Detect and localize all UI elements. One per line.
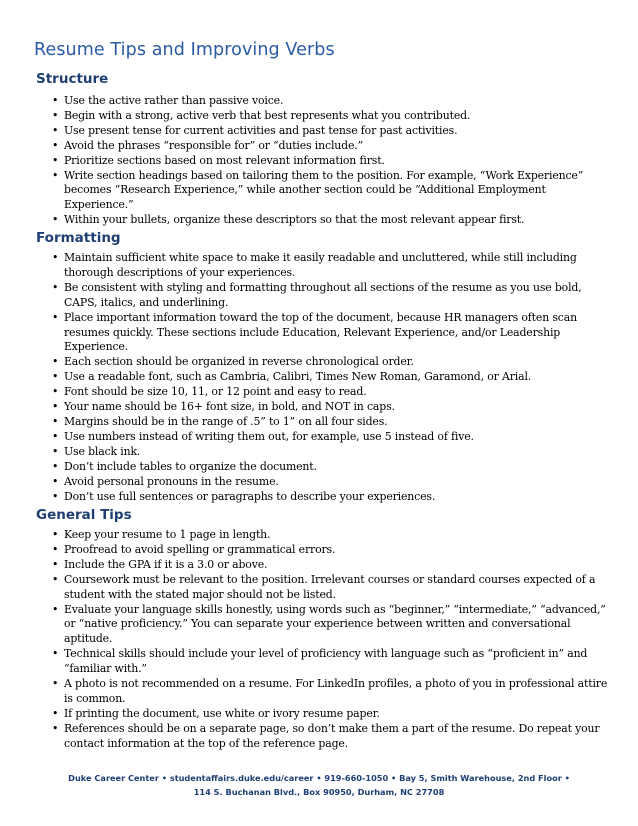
list-item: • Include the GPA if it is a 3.0 or above. [52,558,612,573]
footer-line-2: 114 S. Buchanan Blvd., Box 90950, Durham, NC 27708 [193,786,445,797]
list-item: • Use black ink. [52,445,612,460]
list-item: • Evaluate your language skills honestly, using words such as “beginner,” “intermediate,” “advanced,” or “native proficiency.” You can separate your experience between written and conversational aptitude. [52,603,612,648]
list-item: • References should be on a separate page, so don’t make them a part of the resume. Do repeat your contact information at the top of the reference page. [52,722,612,752]
footer-line-1: Duke Career Center • studentaffairs.duke.edu/career • 919-660-1050 • Bay 5, Smith Warehouse, 2nd Floor • [68,773,570,783]
list-item: • Your name should be 16+ font size, in bold, and NOT in caps. [52,400,612,415]
list-item: • Proofread to avoid spelling or grammatical errors. [52,543,612,558]
formatting-list [52,251,612,504]
list-item: • Use numbers instead of writing them out, for example, use 5 instead of five. [52,430,612,445]
list-item: • A photo is not recommended on a resume. For LinkedIn profiles, a photo of you in professional attire is common. [52,677,612,707]
list-item: • Don’t use full sentences or paragraphs to describe your experiences. [52,490,612,505]
footer-contact [0,772,638,799]
page-title: Resume Tips and Improving Verbs [34,40,335,60]
list-item: • Coursework must be relevant to the position. Irrelevant courses or standard courses expected of a student with the stated major should not be listed. [52,573,612,603]
list-item: • Each section should be organized in reverse chronological order. [52,355,612,370]
section-heading-general-tips: General Tips [36,507,132,523]
structure-list [52,94,612,228]
list-item: • Don’t include tables to organize the document. [52,460,612,475]
list-item: • Be consistent with styling and formatting throughout all sections of the resume as you use bold, CAPS, italics, and underlining. [52,281,612,311]
list-item: • Begin with a strong, active verb that best represents what you contributed. [52,109,612,124]
list-item: • Margins should be in the range of .5” to 1” on all four sides. [52,415,612,430]
list-item: • If printing the document, use white or ivory resume paper. [52,707,612,722]
list-item: • Avoid personal pronouns in the resume. [52,475,612,490]
list-item: • Prioritize sections based on most relevant information first. [52,154,612,169]
general-tips-list [52,528,612,752]
list-item: • Maintain sufficient white space to make it easily readable and uncluttered, while still including thorough descriptions of your experiences. [52,251,612,281]
list-item: • Font should be size 10, 11, or 12 point and easy to read. [52,385,612,400]
list-item: • Place important information toward the top of the document, because HR managers often scan resumes quickly. These sections include Education, Relevant Experience, and/or Leadership Experience. [52,311,612,356]
section-heading-structure: Structure [36,71,109,87]
list-item: • Technical skills should include your level of proficiency with language such as “proficient in” and “familiar with.” [52,647,612,677]
list-item: • Within your bullets, organize these descriptors so that the most relevant appear first. [52,213,612,228]
list-item: • Avoid the phrases “responsible for” or “duties include.” [52,139,612,154]
list-item: • Use a readable font, such as Cambria, Calibri, Times New Roman, Garamond, or Arial. [52,370,612,385]
list-item: • Write section headings based on tailoring them to the position. For example, “Work Experience” becomes “Research Experience,” while another section could be “Additional Employment Experience.” [52,169,612,214]
list-item: • Keep your resume to 1 page in length. [52,528,612,543]
list-item: • Use present tense for current activities and past tense for past activities. [52,124,612,139]
list-item: • Use the active rather than passive voice. [52,94,612,109]
section-heading-formatting: Formatting [36,230,121,246]
